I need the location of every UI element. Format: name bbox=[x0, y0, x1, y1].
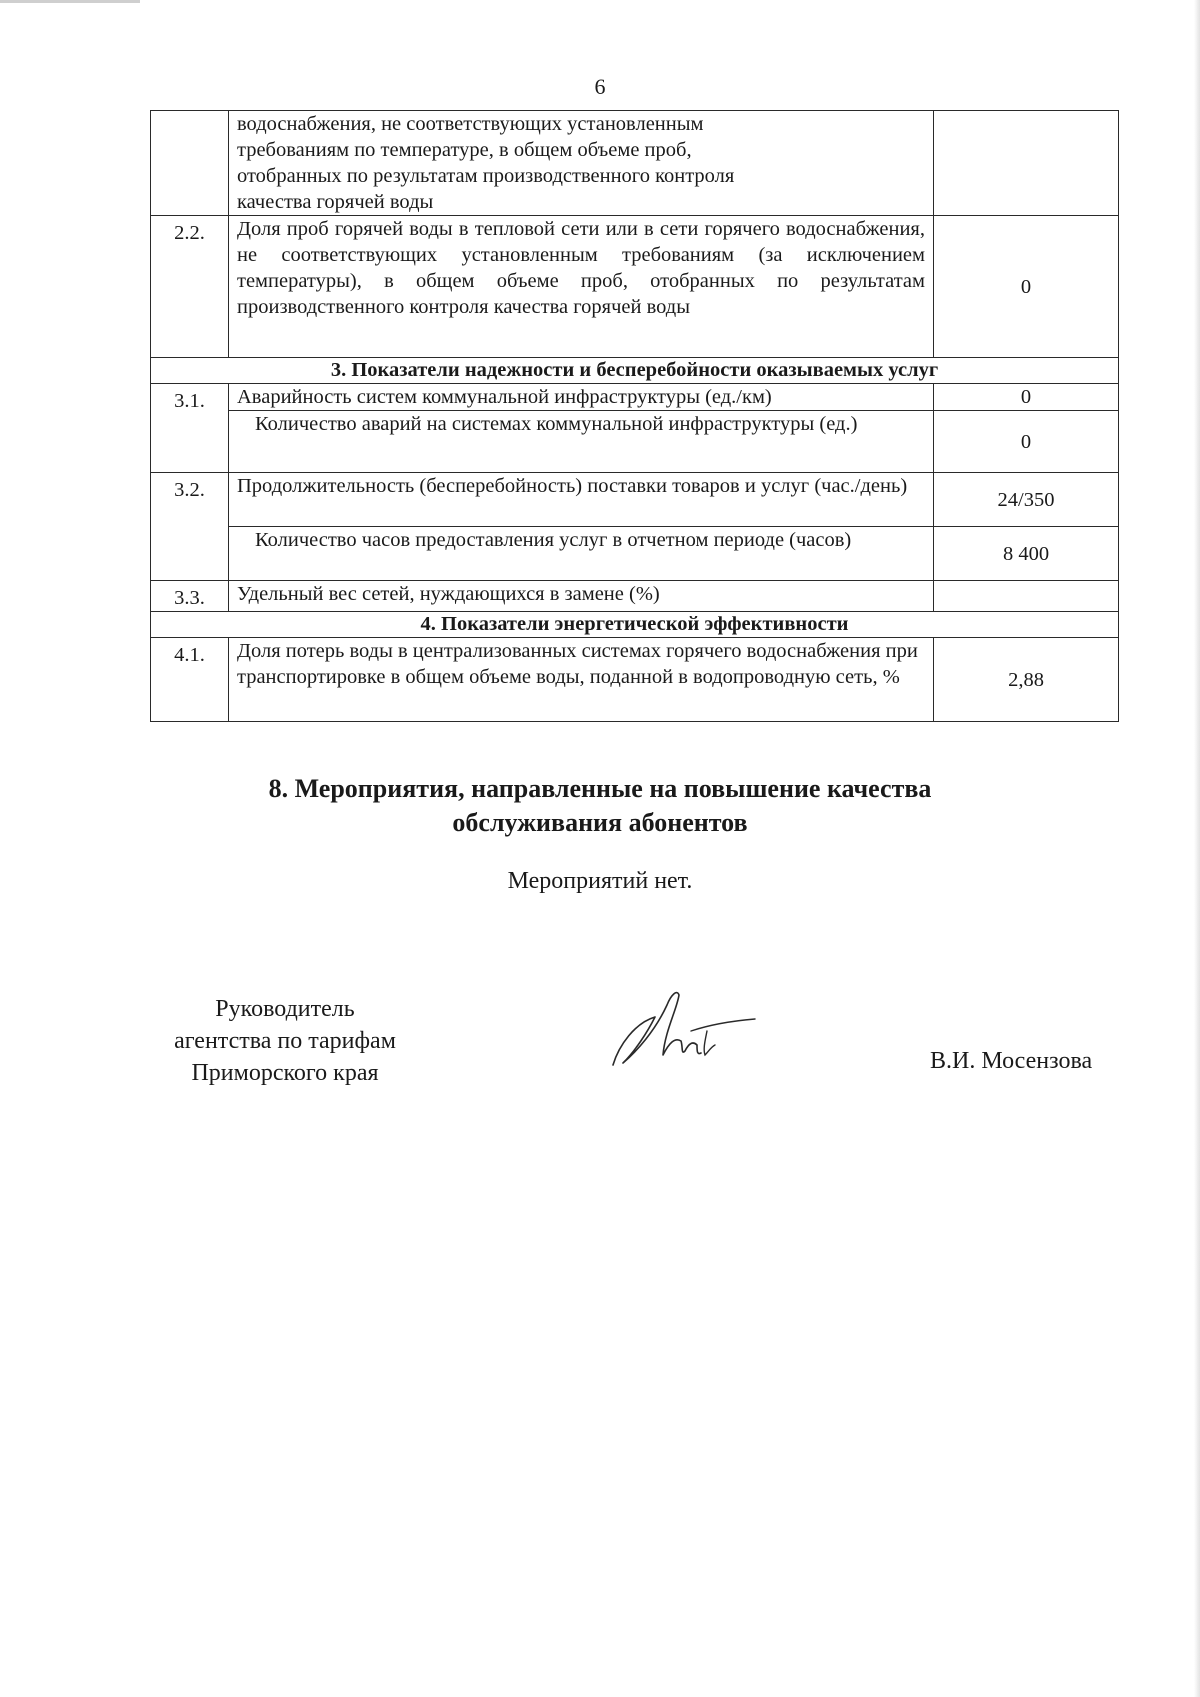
row-description-cell: Удельный вес сетей, нуждающихся в замене (%) bbox=[229, 581, 934, 612]
row-value-cell: 8 400 bbox=[934, 527, 1119, 581]
row-number-cell: 3.3. bbox=[151, 581, 229, 612]
row-value-cell: 24/350 bbox=[934, 473, 1119, 527]
row-number-cell bbox=[151, 111, 229, 216]
handwritten-signature-icon bbox=[605, 985, 765, 1075]
row-number-cell: 3.2. bbox=[151, 473, 229, 581]
signer-position-line: Приморского края bbox=[191, 1060, 379, 1086]
indicators-table bbox=[150, 110, 1119, 722]
table-subrow bbox=[151, 411, 1119, 473]
scan-edge-top bbox=[0, 0, 140, 3]
section-heading: 3. Показатели надежности и бесперебойности оказываемых услуг bbox=[151, 358, 1119, 384]
table-section-row bbox=[151, 358, 1119, 384]
table-row bbox=[151, 638, 1119, 722]
row-number-cell: 2.2. bbox=[151, 216, 229, 358]
row-description-cell: Аварийность систем коммунальной инфраструктуры (ед./км) bbox=[229, 384, 934, 411]
section-8-title-line: 8. Мероприятия, направленные на повышение качества bbox=[268, 774, 932, 803]
scan-edge-right bbox=[1194, 0, 1200, 1697]
row-value-cell bbox=[934, 111, 1119, 216]
table-section-row bbox=[151, 612, 1119, 638]
table-row bbox=[151, 473, 1119, 527]
row-value-cell: 2,88 bbox=[934, 638, 1119, 722]
description-line: качества горячей воды bbox=[237, 191, 434, 213]
table-row bbox=[151, 384, 1119, 411]
section-heading: 4. Показатели энергетической эффективности bbox=[151, 612, 1119, 638]
page-number: 6 bbox=[594, 74, 606, 99]
row-value-cell: 0 bbox=[934, 216, 1119, 358]
row-description-cell bbox=[229, 411, 934, 473]
description-text: Количество часов предоставления услуг в отчетном периоде (часов) bbox=[255, 529, 852, 551]
row-number-cell: 3.1. bbox=[151, 384, 229, 473]
row-value-cell: 0 bbox=[934, 384, 1119, 411]
table-row bbox=[151, 216, 1119, 358]
signer-position-line: Руководитель bbox=[215, 996, 355, 1022]
section-8-title-line: обслуживания абонентов bbox=[452, 808, 748, 837]
table-subrow bbox=[151, 527, 1119, 581]
row-description-cell: Продолжительность (бесперебойность) поставки товаров и услуг (час./день) bbox=[229, 473, 934, 527]
row-value-cell bbox=[934, 581, 1119, 612]
table-row bbox=[151, 111, 1119, 216]
row-number-cell: 4.1. bbox=[151, 638, 229, 722]
signer-name: В.И. Мосензова bbox=[930, 1048, 1093, 1074]
description-line: требованиям по температуре, в общем объеме проб, bbox=[237, 139, 692, 161]
section-8-title bbox=[0, 772, 1200, 840]
row-description-cell bbox=[229, 527, 934, 581]
signer-position-line: агентства по тарифам bbox=[174, 1028, 396, 1054]
row-value-cell: 0 bbox=[934, 411, 1119, 473]
row-description-cell bbox=[229, 111, 934, 216]
signer-position bbox=[130, 993, 440, 1089]
row-description-cell: Доля потерь воды в централизованных системах горячего водоснабжения при транспортировке в общем объеме воды, поданной в водопроводную сеть, % bbox=[229, 638, 934, 722]
description-line: отобранных по результатам производственного контроля bbox=[237, 165, 735, 187]
row-description-cell: Доля проб горячей воды в тепловой сети или в сети горячего водоснабжения, не соответствующих установленным требованиям (за исключением температуры), в общем объеме проб, отобранных по результатам производственного контроля качества горячей воды bbox=[229, 216, 934, 358]
section-8-body: Мероприятий нет. bbox=[507, 868, 693, 894]
description-line: водоснабжения, не соответствующих установленным bbox=[237, 113, 704, 135]
table-row bbox=[151, 581, 1119, 612]
description-text: Количество аварий на системах коммунальной инфраструктуры (ед.) bbox=[255, 413, 858, 435]
